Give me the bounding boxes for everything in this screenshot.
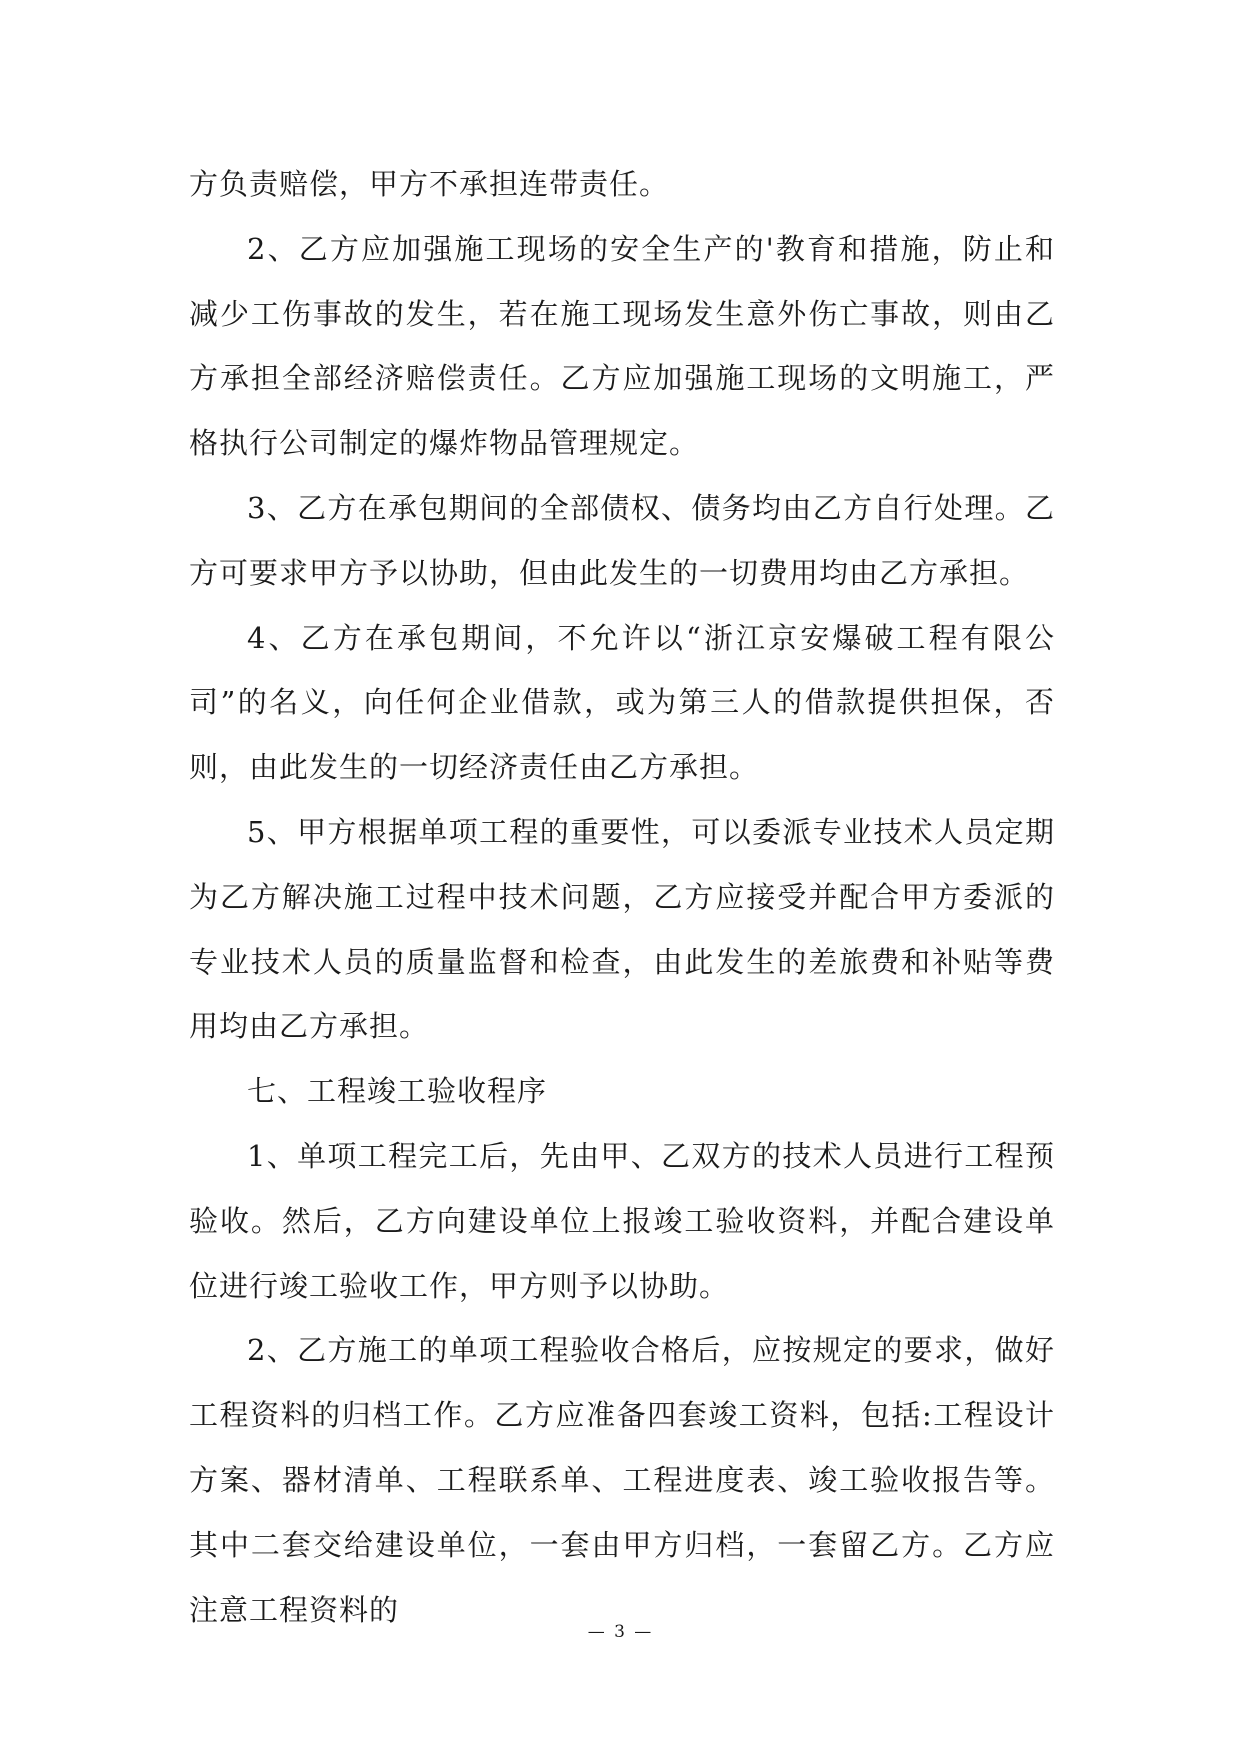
acceptance-clause-2: 2、乙方施工的单项工程验收合格后，应按规定的要求，做好工程资料的归档工作。乙方应准备四套竣工资料，包括:工程设计方案、器材清单、工程联系单、工程进度表、竣工验收报告等。其中二套交给建设单位，一套由甲方归档，一套留乙方。乙方应注意工程资料的 bbox=[189, 1333, 1055, 1627]
page-number: — 3 — bbox=[587, 1622, 654, 1642]
paragraph-continuation: 方负责赔偿，甲方不承担连带责任。 bbox=[189, 167, 670, 201]
clause-2-safety: 2、乙方应加强施工现场的安全生产的'教育和措施，防止和减少工伤事故的发生，若在施工现场发生意外伤亡事故，则由乙方承担全部经济赔偿责任。乙方应加强施工现场的文明施工，严格执行公司制定的爆炸物品管理规定。 bbox=[189, 231, 1055, 461]
clause-4-company-name: 4、乙方在承包期间，不允许以“浙江京安爆破工程有限公司”的名义，向任何企业借款，或为第三人的借款提供担保，否则，由此发生的一切经济责任由乙方承担。 bbox=[189, 620, 1055, 785]
acceptance-clause-1: 1、单项工程完工后，先由甲、乙双方的技术人员进行工程预验收。然后，乙方向建设单位上报竣工验收资料，并配合建设单位进行竣工验收工作，甲方则予以协助。 bbox=[189, 1138, 1055, 1303]
document-body bbox=[189, 152, 1055, 1642]
section-heading-acceptance: 七、工程竣工验收程序 bbox=[247, 1074, 548, 1109]
clause-3-debts: 3、乙方在承包期间的全部债权、债务均由乙方自行处理。乙方可要求甲方予以协助，但由此发生的一切费用均由乙方承担。 bbox=[189, 490, 1055, 590]
clause-5-technical-staff: 5、甲方根据单项工程的重要性，可以委派专业技术人员定期为乙方解决施工过程中技术问题，乙方应接受并配合甲方委派的专业技术人员的质量监督和检查，由此发生的差旅费和补贴等费用均由乙方承担。 bbox=[189, 814, 1055, 1044]
